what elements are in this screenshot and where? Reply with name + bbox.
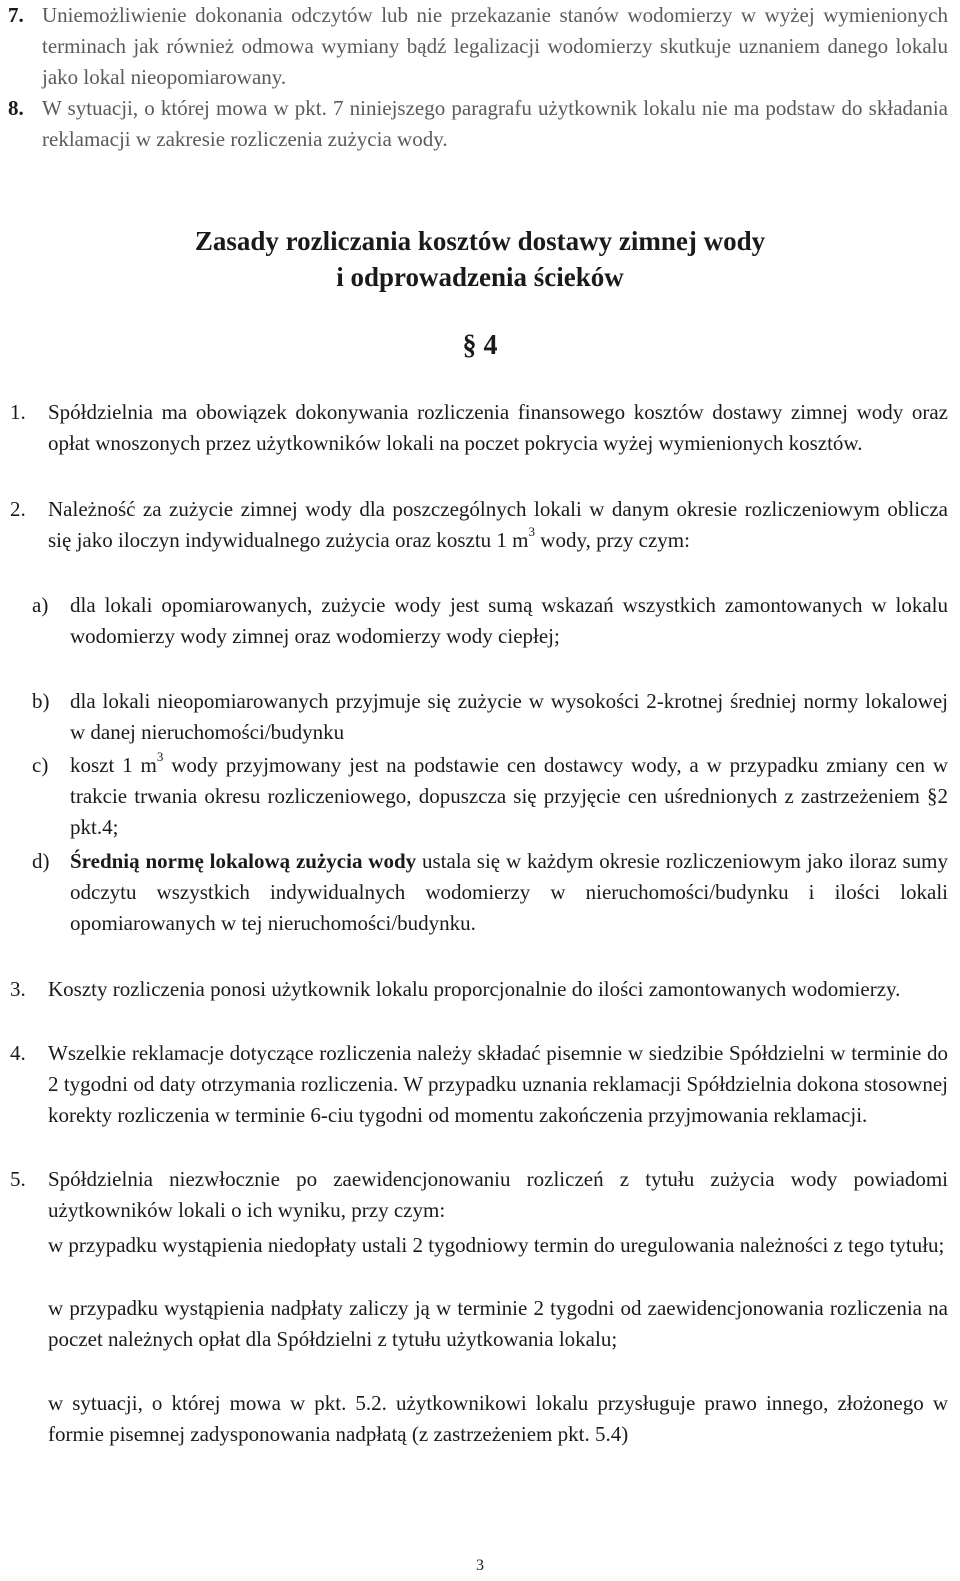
subitem-c-text: koszt 1 $m^3$ wody przyjmowany jest na podstawie cen dostawcy wody, a w przypadku zmiany cen w trakcie trwania okresu rozliczeniowego, dopuszcza się przyjęcie cen uśrednionych z zastrzeżeniem §2 pkt.4; (70, 749, 948, 839)
subitem-c-label: c) (32, 753, 49, 777)
point-8-text: W sytuacji, o której mowa w pkt. 7 niniejszego paragrafu użytkownik lokalu nie ma podstaw do składania reklamacji w zakresie rozliczenia zużycia wody. (42, 96, 948, 151)
section-heading-line-1: Zasady rozliczania kosztów dostawy zimnej wody (194, 226, 766, 256)
item-5-subpoint-3: w sytuacji, o której mowa w pkt. 5.2. użytkownikowi lokalu przysługuje prawo innego, złożonego w formie pisemnej zadysponowania nadpłatą (z zastrzeżeniem pkt. 5.4) (48, 1391, 948, 1446)
item-2-text: Należność za zużycie zimnej wody dla poszczególnych lokali w danym okresie rozliczeniowym oblicza się jako iloczyn indywidualnego zużycia oraz kosztu 1 $m^3$ wody, przy czym: (48, 497, 948, 552)
point-7-text: Uniemożliwienie dokonania odczytów lub nie przekazanie stanów wodomierzy w wyżej wymienionych terminach jak również odmowa wymiany bądź legalizacji wodomierzy skutkuje uznaniem danego lokalu jako lokal nieopomiarowany. (42, 3, 948, 89)
item-3-text: Koszty rozliczenia ponosi użytkownik lokalu proporcjonalnie do ilości zamontowanych wodomierzy. (48, 977, 901, 1001)
item-4-text: Wszelkie reklamacje dotyczące rozliczenia należy składać pisemnie w siedzibie Spółdzielni w terminie do 2 tygodni od daty otrzymania rozliczenia. W przypadku uznania reklamacji Spółdzielnia dokona stosownej korekty rozliczenia w terminie 6-ciu tygodni od momentu zakończenia przyjmowania reklamacji. (48, 1041, 948, 1127)
point-8-number: 8. (8, 96, 24, 120)
point-7-number: 7. (8, 3, 24, 27)
subitem-d-text: Średnią normę lokalową zużycia wody ustala się w każdym okresie rozliczeniowym jako iloraz sumy odczytu wszystkich indywidualnych wodomierzy w nieruchomości/budynku i ilości lokali opomiarowanych w tej nieruchomości/budynku. (70, 849, 948, 935)
item-5-subpoint-1: w przypadku wystąpienia niedopłaty ustali 2 tygodniowy termin do uregulowania należności z tego tytułu; (48, 1233, 945, 1257)
item-4-number: 4. (10, 1041, 26, 1065)
subitem-a-label: a) (32, 593, 49, 617)
item-2-number: 2. (10, 497, 26, 521)
item-5-text: Spółdzielnia niezwłocznie po zaewidencjonowaniu rozliczeń z tytułu zużycia wody powiadomi użytkowników lokali o ich wyniku, przy czym: (48, 1167, 948, 1222)
subitem-d-label: d) (32, 849, 50, 873)
item-5-number: 5. (10, 1167, 26, 1191)
item-3-number: 3. (10, 977, 26, 1001)
paragraph-number: § 4 (462, 330, 498, 361)
page-number: 3 (476, 1557, 484, 1574)
subitem-b-label: b) (32, 689, 50, 713)
item-1-text: Spółdzielnia ma obowiązek dokonywania rozliczenia finansowego kosztów dostawy zimnej wody oraz opłat wnoszonych przez użytkowników lokali na poczet pokrycia wyżej wymienionych kosztów. (48, 400, 948, 455)
average-norm-term: Średnią normę lokalową zużycia wody (70, 849, 417, 873)
subitem-b-text: dla lokali nieopomiarowanych przyjmuje się zużycie w wysokości 2-krotnej średniej normy lokalowej w danej nieruchomości/budynku (70, 689, 948, 744)
section-heading-line-2: i odprowadzenia ścieków (336, 262, 624, 292)
item-1-number: 1. (10, 400, 26, 424)
item-5-subpoint-2: w przypadku wystąpienia nadpłaty zaliczy ją w terminie 2 tygodni od zaewidencjonowania rozliczenia na poczet należnych opłat dla Spółdzielni z tytułu użytkowania lokalu; (48, 1296, 948, 1351)
subitem-a-text: dla lokali opomiarowanych, zużycie wody jest sumą wskazań wszystkich zamontowanych w lokalu wodomierzy wody zimnej oraz wodomierzy wody ciepłej; (70, 593, 948, 648)
